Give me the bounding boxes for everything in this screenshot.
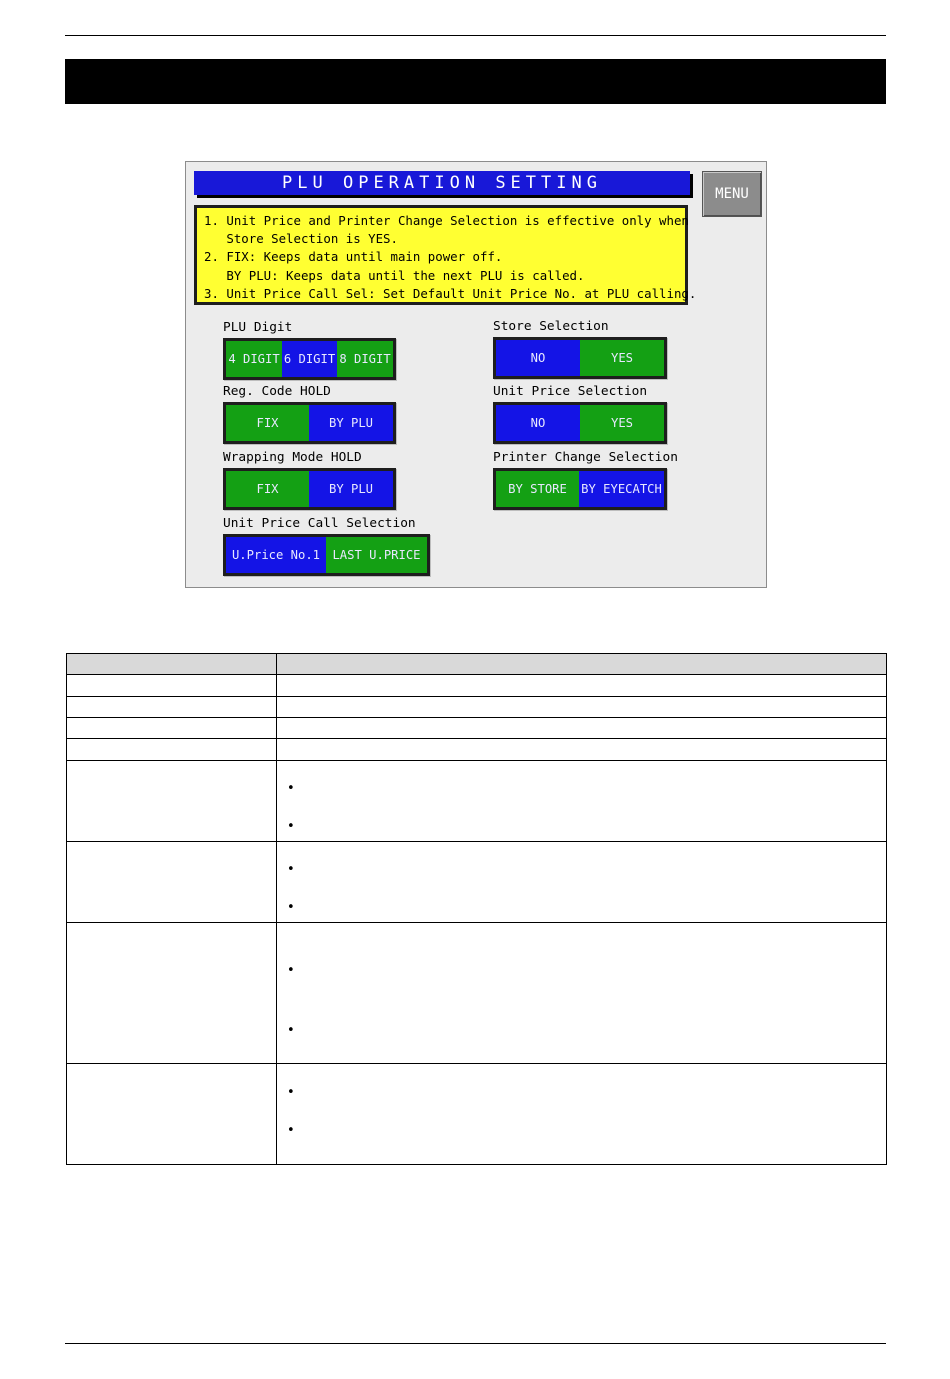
note-line-4: BY PLU: Keeps data until the next PLU is called. [204,267,585,283]
reg-code-by-plu-button[interactable]: BY PLU [309,405,393,441]
table-row [67,739,887,761]
table-header-cell [67,654,277,675]
printer-by-eyecatch-button[interactable]: BY EYECATCH [579,471,664,507]
menu-button[interactable]: MENU [702,171,762,217]
reg-code-hold-selector [223,402,396,444]
plu-operation-setting-screen [185,161,767,588]
plu-digit-6-button[interactable]: 6 DIGIT [282,341,337,377]
table-row [67,761,887,842]
wrapping-mode-hold-label: Wrapping Mode HOLD [223,450,362,465]
screen-title: PLU OPERATION SETTING [194,171,690,195]
list-bullet: • [287,819,295,834]
list-bullet: • [287,781,295,796]
unit-price-selection-no-button[interactable]: NO [496,405,580,441]
printer-by-store-button[interactable]: BY STORE [496,471,579,507]
last-unit-price-button[interactable]: LAST U.PRICE [326,537,427,573]
table-row [67,1064,887,1165]
unit-price-selection-label: Unit Price Selection [493,384,648,399]
note-line-1: 1. Unit Price and Printer Change Selection is effective only when [204,213,689,228]
printer-change-selection-selector [493,468,667,510]
list-bullet: • [287,1085,295,1100]
wrapping-by-plu-button[interactable]: BY PLU [309,471,393,507]
plu-digit-label: PLU Digit [223,320,293,335]
table-header-cell [277,654,887,675]
note-line-5: 3. Unit Price Call Sel: Set Default Unit Price No. at PLU calling. [204,285,697,301]
table-row [67,675,887,697]
unit-price-no1-button[interactable]: U.Price No.1 [226,537,326,573]
plu-digit-selector [223,338,396,380]
table-row [67,697,887,718]
plu-digit-8-button[interactable]: 8 DIGIT [337,341,393,377]
unit-price-call-selection-label: Unit Price Call Selection [223,516,416,531]
list-bullet: • [287,862,295,877]
plu-digit-4-button[interactable]: 4 DIGIT [226,341,282,377]
unit-price-call-selector [223,534,430,576]
store-selection-selector [493,337,667,379]
list-bullet: • [287,1023,295,1038]
wrapping-mode-hold-selector [223,468,396,510]
wrapping-fix-button[interactable]: FIX [226,471,309,507]
store-selection-no-button[interactable]: NO [496,340,580,376]
reg-code-hold-label: Reg. Code HOLD [223,384,331,399]
settings-description-table [66,653,887,1165]
table-row [67,923,887,1064]
list-bullet: • [287,900,295,915]
table-row [67,842,887,923]
printer-change-selection-label: Printer Change Selection [493,450,678,465]
unit-price-selection-selector [493,402,667,444]
section-title-bar [65,59,886,104]
table-header-row [67,654,887,675]
header-rule [65,35,886,36]
footer-rule [65,1343,886,1344]
list-bullet: • [287,963,295,978]
reg-code-fix-button[interactable]: FIX [226,405,309,441]
instruction-note [194,205,697,305]
list-bullet: • [287,1123,295,1138]
note-line-2: Store Selection is YES. [204,231,398,247]
store-selection-label: Store Selection [493,319,609,334]
table-row [67,718,887,739]
note-line-3: 2. FIX: Keeps data until main power off. [204,249,503,265]
unit-price-selection-yes-button[interactable]: YES [580,405,664,441]
store-selection-yes-button[interactable]: YES [580,340,664,376]
